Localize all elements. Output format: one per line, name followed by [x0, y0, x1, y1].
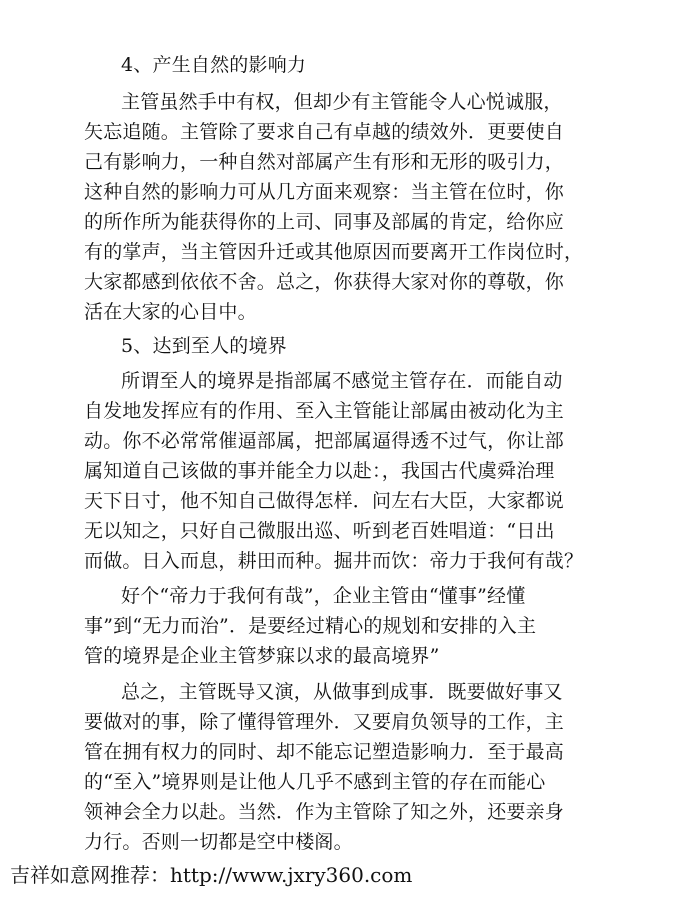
paragraph-line: 大家都感到依依不舍。总之，你获得大家对你的尊敬，你 [84, 271, 565, 293]
paragraph-line: 总之，主管既导又演，从做事到成事．既要做好事又 [121, 681, 563, 703]
paragraph-line: 主管虽然手中有权，但却少有主管能令人心悦诚服， [121, 91, 563, 113]
section-heading-4: 4、产生自然的影响力 [121, 54, 307, 76]
paragraph-line: 活在大家的心目中。 [84, 301, 257, 323]
paragraph-line: 属知道自己该做的事并能全力以赴：，我国古代虞舜治理 [84, 460, 555, 482]
paragraph-line: 动。你不必常常催逼部属，把部属逼得透不过气，你让部 [84, 430, 565, 452]
paragraph-line: 自发地发挥应有的作用、至入主管能让部属由被动化为主 [84, 400, 565, 422]
paragraph-line: 所谓至人的境界是指部属不感觉主管存在．而能自动 [121, 370, 563, 392]
footer-recommendation: 吉祥如意网推荐：http://www.jxry360.com [10, 863, 413, 887]
paragraph-line: 而做。日入而息，耕田而种。掘井而饮：帝力于我何有哉？ [84, 550, 584, 572]
paragraph-line: 天下日寸，他不知自己做得怎样．问左右大臣，大家都说 [84, 490, 565, 512]
paragraph-line: 力行。否则一切都是空中楼阁。 [84, 831, 353, 853]
paragraph-line: 管在拥有权力的同时、却不能忘记塑造影响力．至于最高 [84, 741, 565, 763]
paragraph-line: 要做对的事，除了懂得管理外．又要肩负领导的工作，主 [84, 711, 565, 733]
section-heading-5: 5、达到至人的境界 [121, 335, 287, 357]
paragraph-line: 的所作所为能获得你的上司、同事及部属的肯定，给你应 [84, 211, 565, 233]
paragraph-line: 事”到“无力而治”．是要经过精心的规划和安排的入主 [84, 615, 537, 637]
paragraph-line: 无以知之，只好自己微服出巡、听到老百姓唱道：“日出 [84, 520, 555, 542]
paragraph-line: 矢忘追随。主管除了要求自己有卓越的绩效外．更要使自 [84, 121, 565, 143]
paragraph-line: 有的掌声，当主管因升迁或其他原因而要离开工作岗位时， [84, 241, 584, 263]
paragraph-line: 这种自然的影响力可从几方面来观察：当主管在位时，你 [84, 181, 565, 203]
paragraph-line: 管的境界是企业主管梦寐以求的最高境界” [84, 645, 440, 667]
paragraph-line: 己有影响力，一种自然对部属产生有形和无形的吸引力， [84, 151, 565, 173]
paragraph-line: 好个“帝力于我何有哉”，企业主管由“懂事”经懂 [121, 585, 526, 607]
paragraph-line: 领神会全力以赴。当然．作为主管除了知之外，还要亲身 [84, 801, 565, 823]
paragraph-line: 的“至入”境界则是让他人几乎不感到主管的存在而能心 [84, 771, 546, 793]
